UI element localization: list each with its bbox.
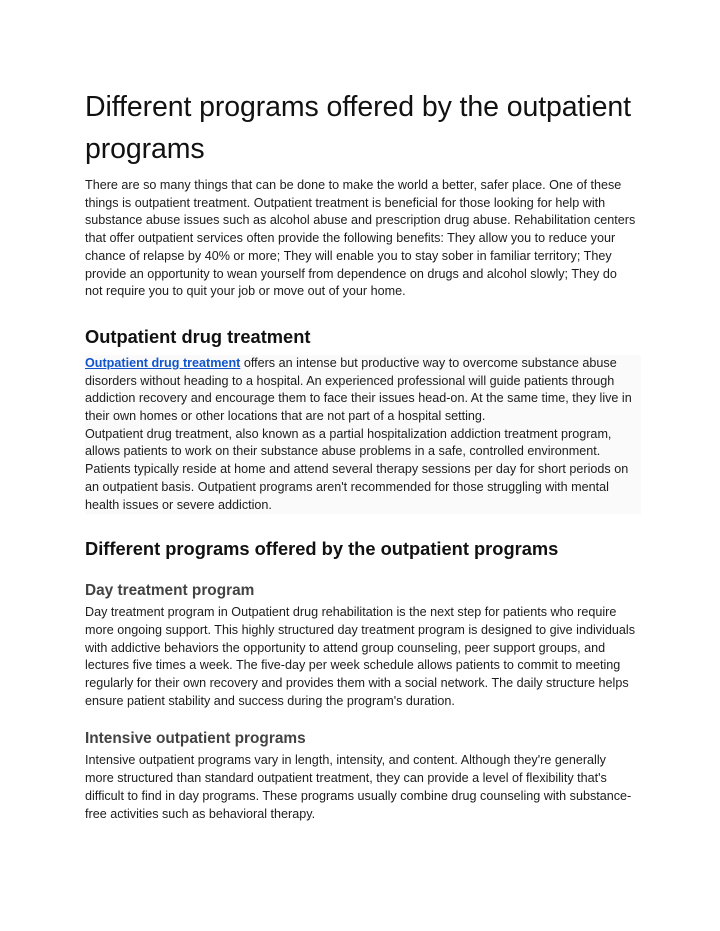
section-intensive-outpatient [85,729,637,823]
document-title: Different programs offered by the outpatient programs [85,91,631,165]
intensive-outpatient-paragraph: Intensive outpatient programs vary in length, intensity, and content. Although they're generally more structured than standard outpatient treatment, they can provide a level of flexibility that's difficult to find in day programs. These programs usually combine drug counseling with substance-free activities such as behavioral therapy. [85,753,632,821]
section-day-treatment [85,581,637,710]
document-page [85,86,637,823]
day-treatment-paragraph: Day treatment program in Outpatient drug rehabilitation is the next step for patients who require more ongoing support. This highly structured day treatment program is designed to give individuals with addictive behaviors the opportunity to attend group counseling, peer support groups, and lectures five times a week. The five-day per week schedule allows patients to commit to meeting regularly for their own recovery and provides them with a social network. The daily structure helps ensure patient stability and success during the program's duration. [85,605,635,708]
subheading-intensive-outpatient: Intensive outpatient programs [85,730,306,748]
treatment-paragraph-1-text: offers an intense but productive way to overcome substance abuse disorders without heading to a hospital. An experienced professional will guide patients through addiction recovery and encourage them to face their issues head-on. At the same time, they live in their own homes or other locations that are not part of a hospital setting. [85,355,632,424]
outpatient-drug-treatment-link[interactable]: Outpatient drug treatment [85,355,241,370]
subheading-day-treatment: Day treatment program [85,582,255,600]
section-heading-treatment: Outpatient drug treatment [85,325,311,347]
shaded-text-block [85,355,641,514]
treatment-paragraph-2: Outpatient drug treatment, also known as a partial hospitalization addiction treatment program, allows patients to work on their substance abuse problems in a safe, controlled environment. Patients typically reside at home and attend several therapy sessions per day for short periods on an outpatient basis. Outpatient programs aren't recommended for those struggling with mental health issues or severe addiction. [85,426,629,512]
section-outpatient-drug-treatment [85,325,637,514]
treatment-paragraph-1 [85,355,641,426]
section-programs [85,537,637,561]
section-heading-programs: Different programs offered by the outpatient programs [85,538,559,560]
intro-paragraph: There are so many things that can be done to make the world a better, safer place. One of these things is outpatient treatment. Outpatient treatment is beneficial for those looking for help with substance abuse issues such as alcohol abuse and prescription drug abuse. Rehabilitation centers that offer outpatient services often provide the following benefits: They allow you to reduce your chance of relapse by 40% or more; They will enable you to stay sober in familiar territory; They provide an opportunity to wean yourself from dependence on drugs and alcohol slowly; They do not require you to quit your job or move out of your home. [85,178,636,299]
